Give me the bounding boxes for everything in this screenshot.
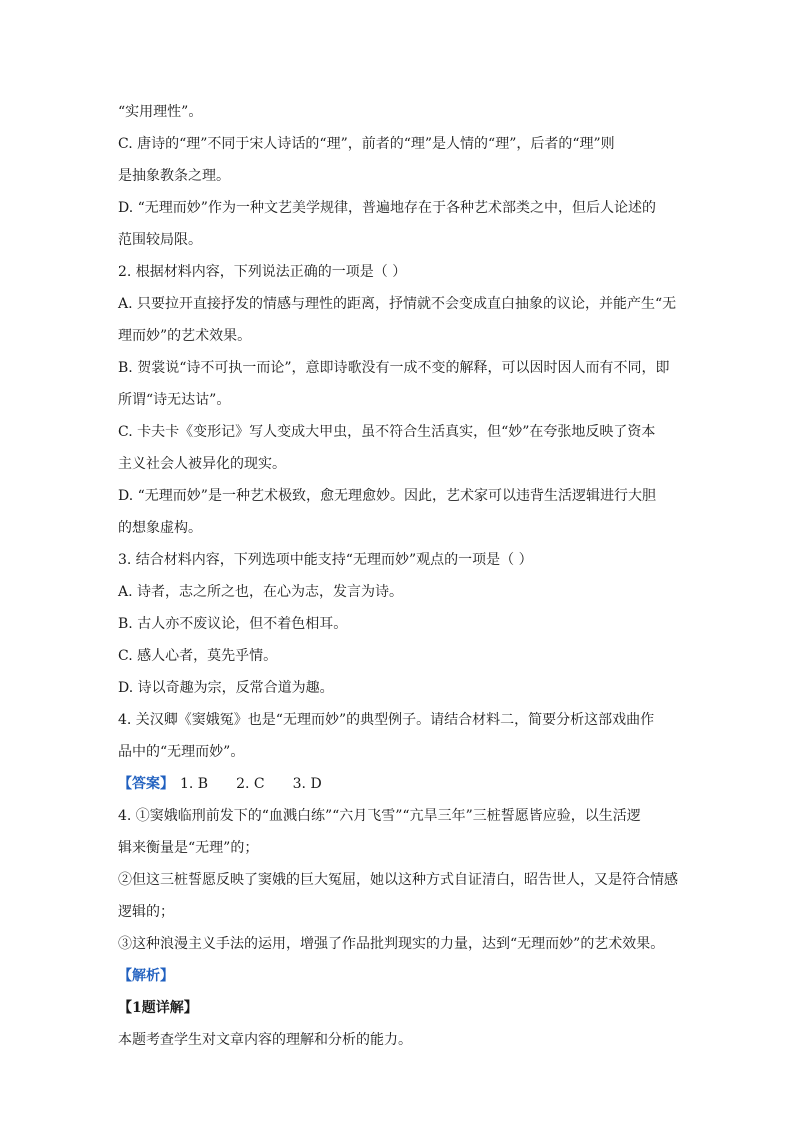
text-line: ③这种浪漫主义手法的运用，增强了作品批判现实的力量，达到“无理而妙”的艺术效果。: [118, 936, 665, 952]
option-b-line: B. 贺裳说“诗不可执一而论”，意即诗歌没有一成不变的解释，可以因时因人而有不同，即: [118, 360, 670, 376]
text-line: 是抽象教条之理。: [118, 168, 230, 184]
text-line: 所谓“诗无达诂”。: [118, 392, 231, 408]
option-c-line: C. 唐诗的“理”不同于宋人诗话的“理”，前者的“理”是人情的“理”，后者的“理”则: [118, 136, 615, 152]
option-b-line: B. 古人亦不废议论，但不着色相耳。: [118, 616, 348, 632]
answer-item: 3. D: [292, 776, 322, 792]
detail-text: 本题考查学生对文章内容的理解和分析的能力。: [118, 1032, 412, 1048]
text-line: 辑来衡量是“无理”的；: [118, 840, 259, 856]
text-line: 品中的“无理而妙”。: [118, 744, 245, 760]
text-line: 逻辑的；: [118, 904, 174, 920]
option-c-line: C. 卡夫卡《变形记》写人变成大甲虫，虽不符合生活真实，但“妙”在夸张地反映了资本: [118, 424, 656, 440]
question-2: 2. 根据材料内容，下列说法正确的一项是（ ）: [118, 264, 407, 280]
text-line: ②但这三桩誓愿反映了窦娥的巨大冤屈，她以这种方式自证清白，昭告世人，又是符合情感: [118, 872, 678, 888]
option-d-line: D. “无理而妙”是一种艺术极致，愈无理愈妙。因此，艺术家可以违背生活逻辑进行大胆: [118, 488, 656, 504]
text-line: 理而妙”的艺术效果。: [118, 328, 252, 344]
text-line: 主义社会人被异化的现实。: [118, 456, 286, 472]
answer-tag: 【答案】: [118, 776, 174, 792]
answer-item: 1. B: [180, 776, 209, 792]
option-d-line: D. 诗以奇趣为宗，反常合道为趣。: [118, 680, 334, 696]
text-line: “实用理性”。: [118, 104, 203, 120]
question-3: 3. 结合材料内容，下列选项中能支持“无理而妙”观点的一项是（ ）: [118, 552, 533, 568]
option-c-line: C. 感人心者，莫先乎情。: [118, 648, 278, 664]
option-d-line: D. “无理而妙”作为一种文艺美学规律，普遍地存在于各种艺术部类之中，但后人论述的: [118, 200, 656, 216]
answer-item: 2. C: [236, 776, 265, 792]
text-line: 的想象虚构。: [118, 520, 202, 536]
detail-heading: 【1题详解】: [118, 1000, 198, 1016]
question-4: 4. 关汉卿《窦娥冤》也是“无理而妙”的典型例子。请结合材料二，简要分析这部戏曲作: [118, 712, 655, 728]
answer-row: [118, 774, 678, 794]
option-a-line: A. 诗者，志之所之也，在心为志，发言为诗。: [118, 584, 404, 600]
answer-4-line: 4. ①窦娥临刑前发下的“血溅白练”“六月飞雪”“亢旱三年”三桩誓愿皆应验，以生活逻: [118, 808, 641, 824]
text-line: 范围较局限。: [118, 232, 202, 248]
option-a-line: A. 只要拉开直接抒发的情感与理性的距离，抒情就不会变成直白抽象的议论，并能产生“无: [118, 296, 677, 312]
analysis-tag: 【解析】: [118, 968, 174, 984]
